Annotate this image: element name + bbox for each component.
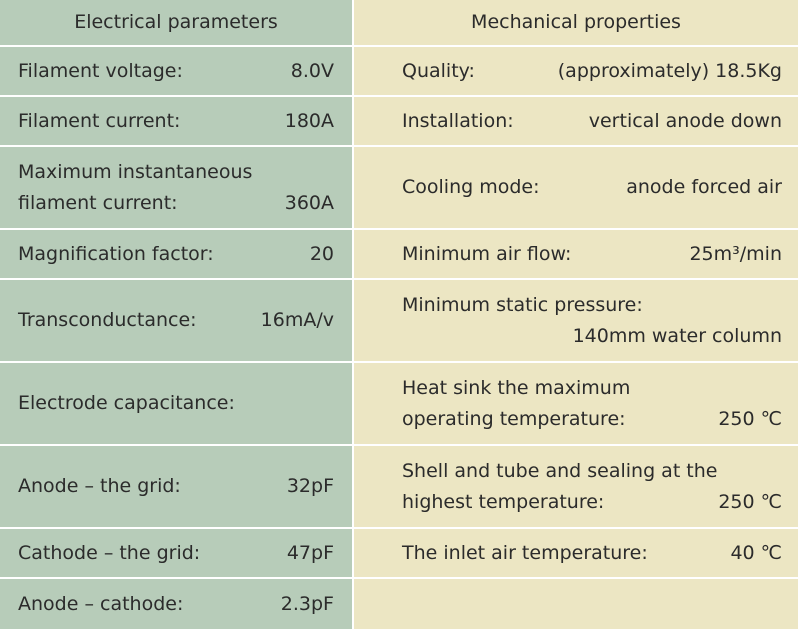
- electrical-row-cathode-grid: [0, 529, 354, 579]
- param-value: vertical anode down: [588, 109, 782, 132]
- param-label: highest temperature:: [402, 490, 605, 513]
- mechanical-header: [354, 0, 800, 47]
- mechanical-row-cooling-mode: [354, 147, 800, 230]
- param-label: Cooling mode:: [402, 176, 540, 198]
- electrical-header: [0, 0, 354, 47]
- param-value: 40 ℃: [730, 541, 782, 564]
- param-label: filament current:: [18, 191, 178, 214]
- param-label: The inlet air temperature:: [402, 541, 648, 564]
- param-label: Magnification factor:: [18, 242, 214, 265]
- mechanical-row-inlet-air-temp: [354, 529, 800, 579]
- param-value: 360A: [284, 191, 334, 214]
- mechanical-row-quality: [354, 47, 800, 97]
- param-value: 180A: [284, 109, 334, 132]
- electrical-row-anode-grid: [0, 446, 354, 529]
- param-label: operating temperature:: [402, 407, 626, 430]
- electrical-row-transconductance: [0, 280, 354, 363]
- param-label: Cathode – the grid:: [18, 541, 201, 564]
- param-label-line1: Shell and tube and sealing at the: [402, 459, 718, 482]
- param-value: 47pF: [286, 541, 334, 564]
- param-label: Anode – the grid:: [18, 475, 181, 497]
- electrical-row-filament-voltage: [0, 47, 354, 97]
- param-label: Transconductance:: [18, 309, 197, 331]
- param-value: 2.3pF: [280, 592, 334, 615]
- mechanical-row-shell-seal-temp: [354, 446, 800, 529]
- param-value: 8.0V: [290, 59, 334, 82]
- param-value: 25m³/min: [689, 242, 782, 265]
- param-label: Anode – cathode:: [18, 592, 184, 615]
- electrical-row-anode-cathode: [0, 579, 354, 631]
- mechanical-row-installation: [354, 97, 800, 147]
- param-value: anode forced air: [626, 176, 782, 198]
- mechanical-row-min-air-flow: [354, 230, 800, 280]
- param-value: (approximately) 18.5Kg: [557, 59, 782, 82]
- param-label: Quality:: [402, 59, 475, 82]
- param-value: 140mm water column: [572, 324, 782, 347]
- mechanical-row-min-static-pressure: [354, 280, 800, 363]
- mechanical-row-heat-sink-temp: [354, 363, 800, 446]
- param-value: 16mA/v: [260, 309, 334, 331]
- mechanical-header-text: Mechanical properties: [471, 11, 681, 33]
- param-label: Filament current:: [18, 109, 181, 132]
- param-label-line1: Heat sink the maximum: [402, 376, 631, 399]
- param-label-line1: Maximum instantaneous: [18, 160, 253, 183]
- param-label: Installation:: [402, 109, 514, 132]
- electrical-row-magnification-factor: [0, 230, 354, 280]
- param-label: Minimum air flow:: [402, 242, 572, 265]
- electrical-row-filament-current: [0, 97, 354, 147]
- param-label: Filament voltage:: [18, 59, 183, 82]
- param-value: 32pF: [286, 475, 334, 497]
- electrical-row-electrode-capacitance: [0, 363, 354, 446]
- electrical-row-max-instantaneous-current: [0, 147, 354, 230]
- param-value: 250 ℃: [718, 407, 782, 430]
- mechanical-empty-cell: [354, 579, 800, 631]
- param-label: Electrode capacitance:: [18, 392, 235, 414]
- electrical-header-text: Electrical parameters: [74, 11, 278, 33]
- param-label: Minimum static pressure:: [402, 293, 643, 316]
- param-value: 20: [309, 242, 334, 265]
- param-value: 250 ℃: [718, 490, 782, 513]
